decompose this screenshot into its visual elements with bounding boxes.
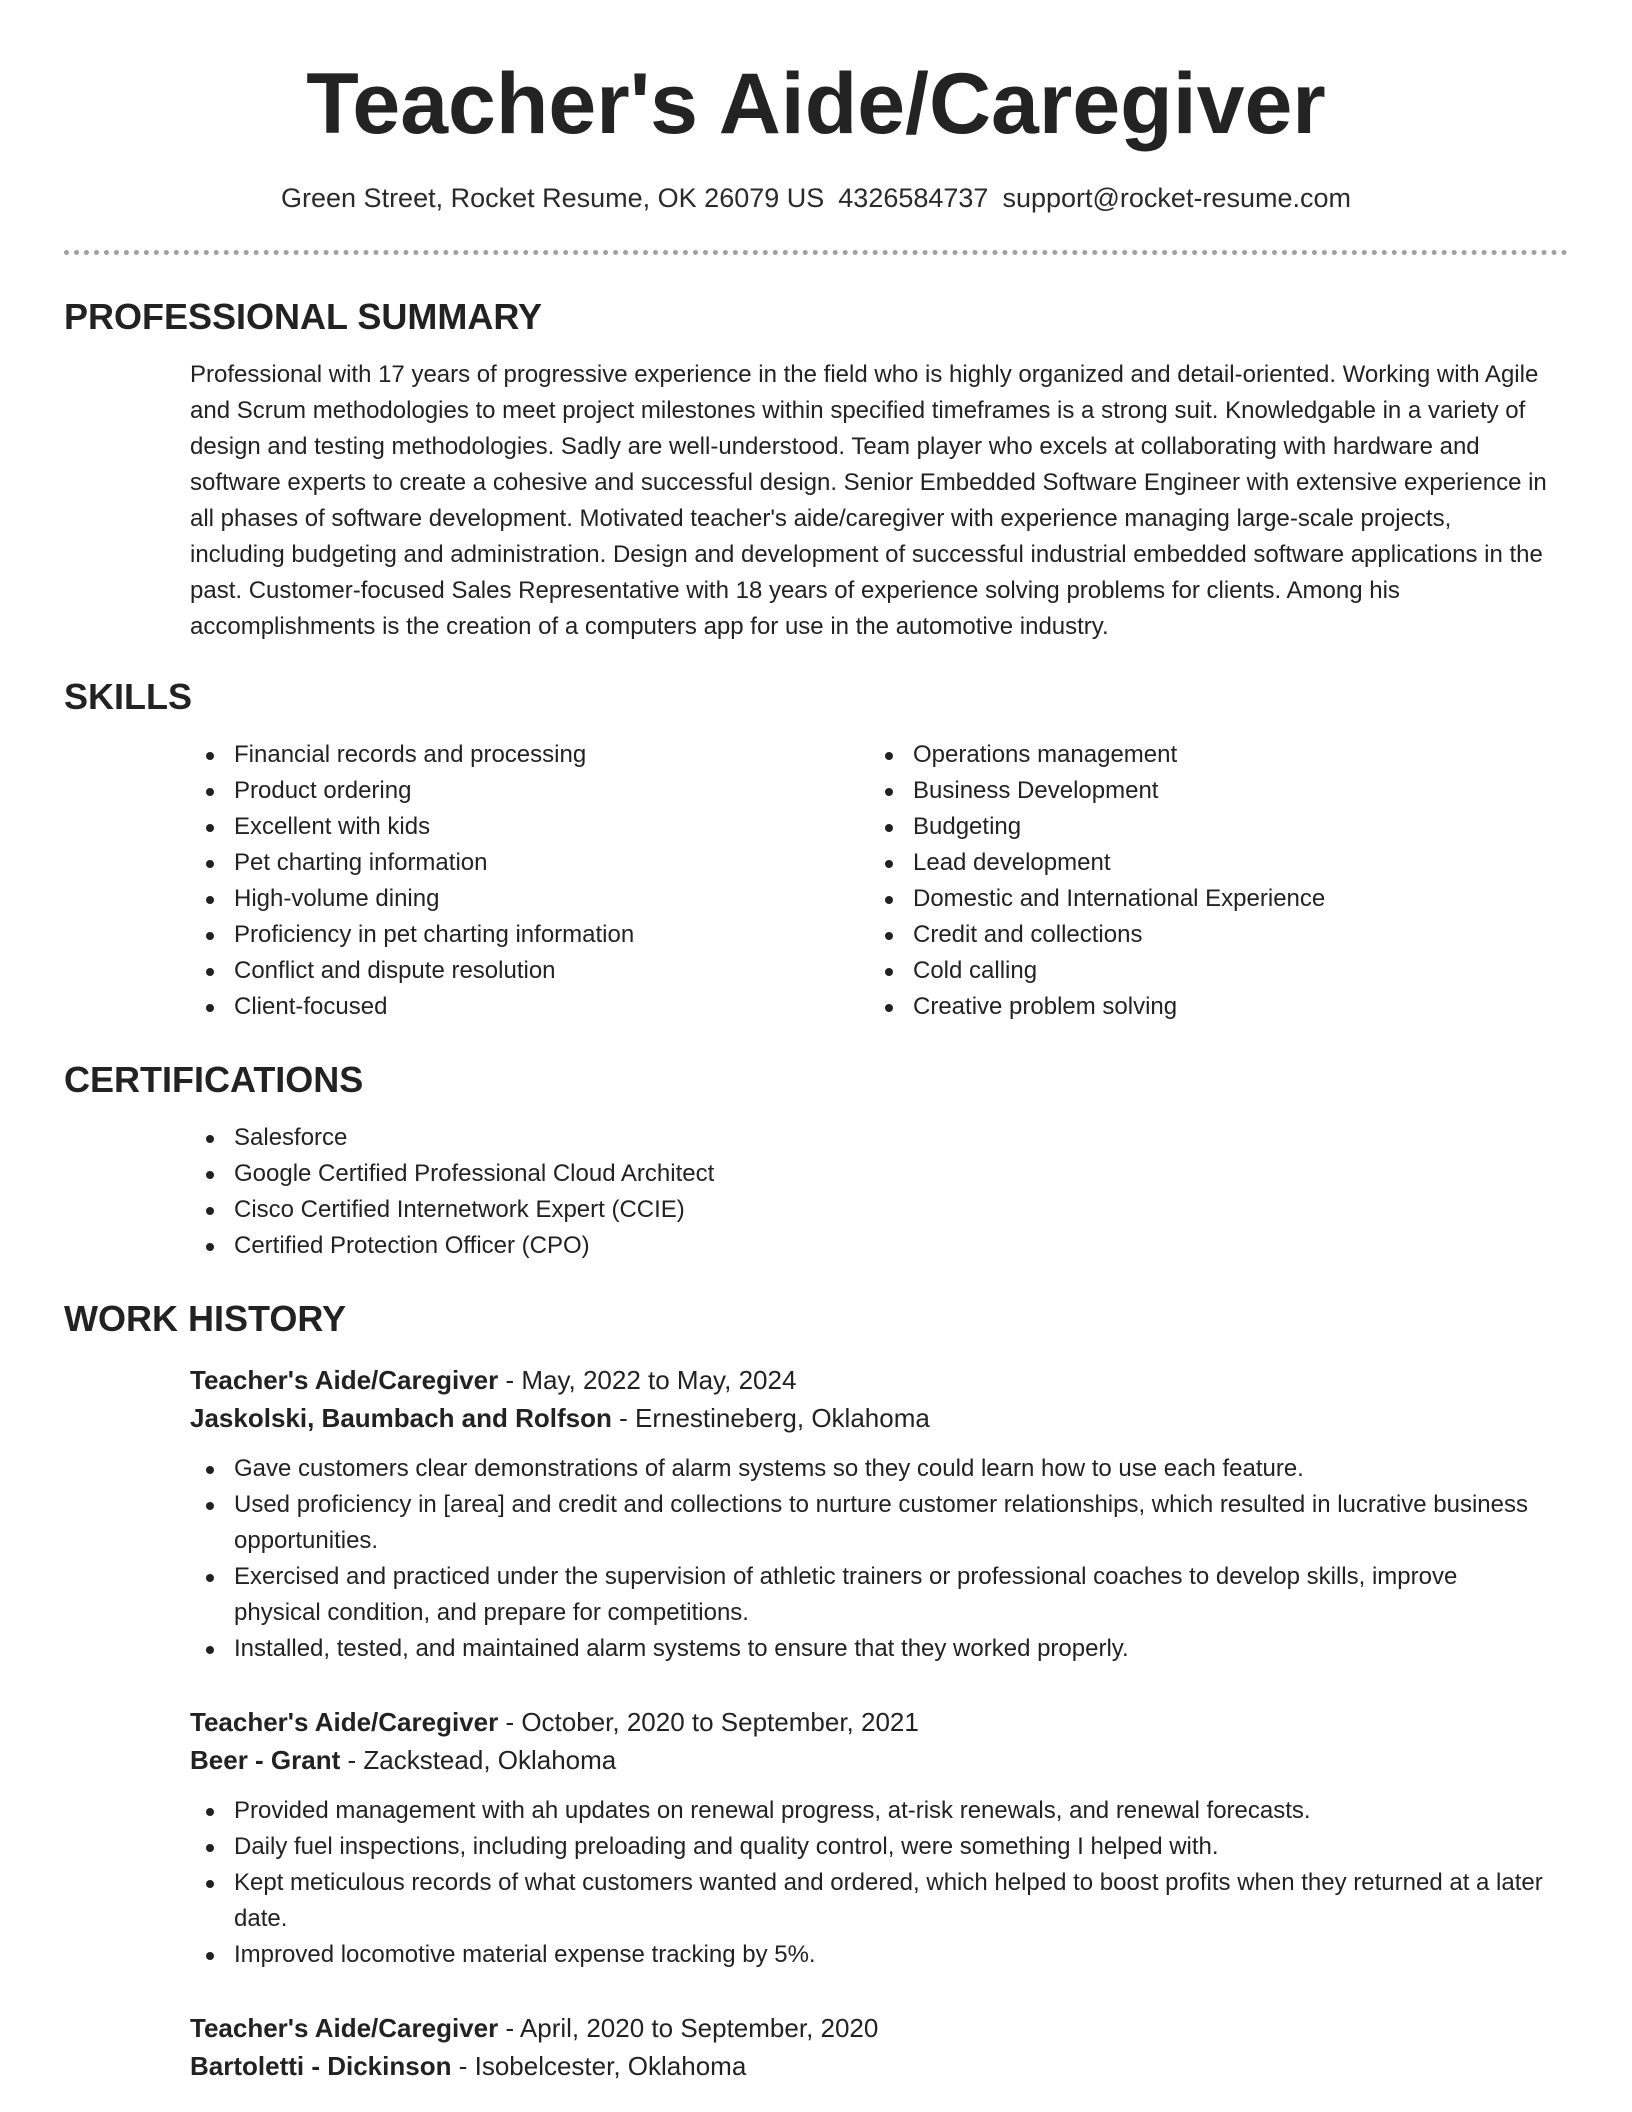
skill-item: Lead development	[869, 845, 1548, 881]
certifications-list	[190, 1120, 1548, 1264]
job-bullet: Installed, tested, and maintained alarm systems to ensure that they worked properly.	[190, 1631, 1548, 1667]
job-title-line	[190, 2009, 1548, 2047]
skill-item: Budgeting	[869, 809, 1548, 845]
skill-item: Product ordering	[190, 773, 869, 809]
skill-item: Pet charting information	[190, 845, 869, 881]
job-company-line	[190, 1399, 1548, 1437]
certification-item: Certified Protection Officer (CPO)	[190, 1228, 1548, 1264]
skills-right-list	[869, 737, 1548, 1025]
job-bullet: Exercised and practiced under the supervision of athletic trainers or professional coaches to develop skills, improve physical condition, and prepare for competitions.	[190, 1559, 1548, 1631]
certifications-section	[64, 1058, 1568, 1264]
job-location: - Zackstead, Oklahoma	[340, 1745, 617, 1775]
contact-address: Green Street, Rocket Resume, OK 26079 US	[281, 183, 825, 213]
job-location: - Ernestineberg, Oklahoma	[611, 1403, 930, 1433]
skill-item: Client-focused	[190, 989, 869, 1025]
skill-item: Credit and collections	[869, 917, 1548, 953]
skill-item: Business Development	[869, 773, 1548, 809]
job-company-line	[190, 2047, 1548, 2085]
job-bullet: Gave customers clear demonstrations of alarm systems so they could learn how to use each feature.	[190, 1451, 1548, 1487]
job-dates: - May, 2022 to May, 2024	[498, 1365, 797, 1395]
job-bullet: Improved locomotive material expense tracking by 5%.	[190, 1937, 1548, 1973]
skill-item: Cold calling	[869, 953, 1548, 989]
resume-header	[0, 0, 1632, 216]
job-company-line	[190, 1741, 1548, 1779]
contact-email: support@rocket-resume.com	[1002, 183, 1351, 213]
skill-item: Creative problem solving	[869, 989, 1548, 1025]
header-divider	[64, 250, 1568, 255]
job-company: Jaskolski, Baumbach and Rolfson	[190, 1403, 612, 1433]
job-dates: - October, 2020 to September, 2021	[498, 1707, 919, 1737]
certification-item: Cisco Certified Internetwork Expert (CCIE)	[190, 1192, 1548, 1228]
job-role: Teacher's Aide/Caregiver	[190, 1365, 499, 1395]
skill-item: Conflict and dispute resolution	[190, 953, 869, 989]
job-location: - Isobelcester, Oklahoma	[451, 2051, 747, 2081]
job-role: Teacher's Aide/Caregiver	[190, 1707, 499, 1737]
job-company: Beer - Grant	[190, 1745, 341, 1775]
job-bullet: Used proficiency in [area] and credit and collections to nurture customer relationships, which resulted in lucrative business opportunities.	[190, 1487, 1548, 1559]
certification-item: Google Certified Professional Cloud Architect	[190, 1156, 1548, 1192]
job-bullet: Kept meticulous records of what customers wanted and ordered, which helped to boost profits when they returned at a later date.	[190, 1865, 1548, 1937]
skill-item: Excellent with kids	[190, 809, 869, 845]
certifications-title: CERTIFICATIONS	[64, 1059, 364, 1100]
work-history-title: WORK HISTORY	[64, 1298, 347, 1339]
contact-line	[0, 180, 1632, 216]
work-history-section	[64, 1297, 1568, 2085]
jobs-list	[190, 1361, 1548, 2085]
job-company: Bartoletti - Dickinson	[190, 2051, 452, 2081]
job-entry	[190, 2009, 1548, 2085]
skill-item: High-volume dining	[190, 881, 869, 917]
job-title-line	[190, 1703, 1548, 1741]
skills-columns	[190, 737, 1548, 1025]
skills-left-list	[190, 737, 869, 1025]
job-entry	[190, 1703, 1548, 1973]
summary-title: PROFESSIONAL SUMMARY	[64, 296, 543, 337]
skill-item: Operations management	[869, 737, 1548, 773]
candidate-name: Teacher's Aide/Caregiver	[306, 56, 1326, 152]
job-bullet-list	[64, 1793, 1548, 1973]
skills-section	[64, 675, 1568, 1025]
job-entry	[190, 1361, 1548, 1667]
skill-item: Proficiency in pet charting information	[190, 917, 869, 953]
contact-phone: 4326584737	[838, 183, 989, 213]
skills-title: SKILLS	[64, 676, 193, 717]
summary-text: Professional with 17 years of progressive experience in the field who is highly organized and detail-oriented. Working with Agile and Scrum methodologies to meet project milestones within specified timeframes is a strong suit. Knowledgable in a variety of design and testing methodologies. Sadly are well-understood. Team player who excels at collaborating with hardware and software experts to create a cohesive and successful design. Senior Embedded Software Engineer with extensive experience in all phases of software development. Motivated teacher's aide/caregiver with experience managing large-scale projects, including budgeting and administration. Design and development of successful industrial embedded software applications in the past. Customer-focused Sales Representative with 18 years of experience solving problems for clients. Among his accomplishments is the creation of a computers app for use in the automotive industry.	[190, 361, 1547, 640]
job-bullet: Daily fuel inspections, including preloading and quality control, were something I helped with.	[190, 1829, 1548, 1865]
job-title-line	[190, 1361, 1548, 1399]
skill-item: Domestic and International Experience	[869, 881, 1548, 917]
job-dates: - April, 2020 to September, 2020	[498, 2013, 879, 2043]
skill-item: Financial records and processing	[190, 737, 869, 773]
job-bullet-list	[64, 1451, 1548, 1667]
summary-section	[64, 295, 1568, 645]
certification-item: Salesforce	[190, 1120, 1548, 1156]
job-role: Teacher's Aide/Caregiver	[190, 2013, 499, 2043]
job-bullet: Provided management with ah updates on renewal progress, at-risk renewals, and renewal forecasts.	[190, 1793, 1548, 1829]
